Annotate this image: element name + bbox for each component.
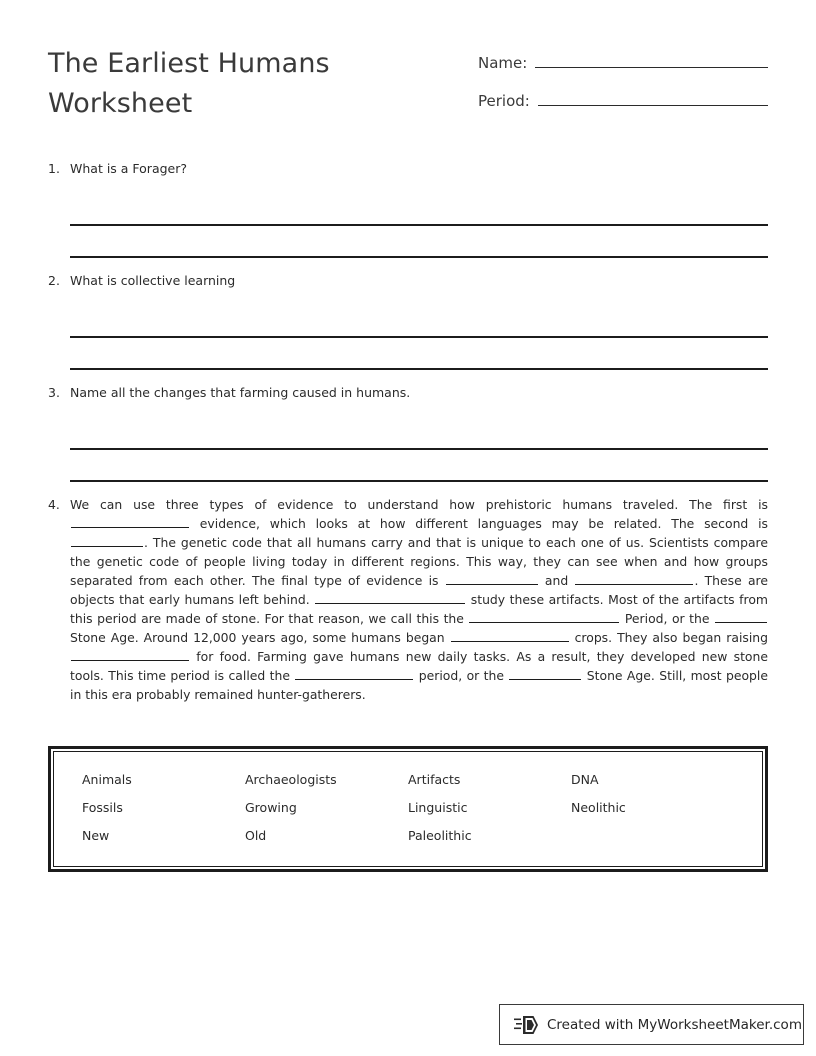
question-2 — [48, 273, 768, 370]
word-bank-item[interactable]: Animals — [82, 772, 132, 787]
word-bank-item[interactable]: Archaeologists — [245, 772, 337, 787]
question-2-text: What is collective learning — [70, 273, 236, 288]
cloze-blank-9[interactable] — [315, 590, 465, 604]
period-field-row — [478, 88, 768, 110]
page-title: The Earliest Humans Worksheet — [48, 48, 330, 119]
question-4-number: 4. — [48, 497, 60, 512]
cloze-blank-5[interactable] — [446, 571, 538, 585]
cloze-text-8: . These are objects that early humans left behind. — [70, 573, 768, 607]
word-bank-grid — [53, 751, 763, 867]
question-3-number: 3. — [48, 385, 60, 400]
answer-line[interactable] — [70, 418, 768, 450]
question-4-text — [70, 495, 768, 704]
created-with-badge[interactable] — [499, 1004, 804, 1045]
question-1-text: What is a Forager? — [70, 161, 187, 176]
name-input-line[interactable] — [535, 50, 768, 68]
cloze-text-12: Period, or the — [620, 611, 714, 626]
cloze-blank-15[interactable] — [451, 628, 569, 642]
worksheet-header — [48, 44, 768, 144]
period-input-line[interactable] — [538, 88, 768, 106]
cloze-text-18: for food. Farming gave humans new daily tasks. As a result, they developed new stone tools. This time period is called the — [70, 649, 768, 683]
cloze-text-6: and — [538, 573, 575, 588]
cloze-blank-1[interactable] — [71, 514, 189, 528]
question-3-heading — [48, 385, 768, 401]
cloze-text-2: evidence, which looks at how different languages may be related. The second is — [190, 516, 768, 531]
word-bank — [48, 746, 768, 872]
cloze-text-14: Stone Age. Around 12,000 years ago, some humans began — [70, 630, 450, 645]
word-bank-row — [82, 766, 734, 794]
cloze-blank-17[interactable] — [71, 647, 189, 661]
question-4-cloze-paragraph — [48, 495, 768, 704]
word-bank-item[interactable]: DNA — [571, 772, 599, 787]
cloze-text-10: study these artifacts. Most of the artifacts from this period are made of stone. For that reason, we call this the — [70, 592, 768, 626]
cloze-blank-7[interactable] — [575, 571, 693, 585]
cloze-text-0: We can use three types of evidence to understand how prehistoric humans traveled. The first is — [70, 497, 768, 512]
word-bank-item[interactable]: Paleolithic — [408, 828, 472, 843]
question-1-answer-area — [70, 194, 768, 258]
question-2-heading — [48, 273, 768, 289]
word-bank-item[interactable]: Linguistic — [408, 800, 468, 815]
word-bank-item[interactable]: Artifacts — [408, 772, 461, 787]
word-bank-item[interactable]: New — [82, 828, 110, 843]
name-label: Name: — [478, 54, 528, 72]
cloze-blank-13[interactable] — [715, 609, 767, 623]
cloze-blank-3[interactable] — [71, 533, 143, 547]
student-info-fields — [478, 50, 768, 126]
cloze-blank-19[interactable] — [295, 666, 413, 680]
name-field-row — [478, 50, 768, 72]
word-bank-item[interactable]: Fossils — [82, 800, 123, 815]
cloze-text-22: Stone Age. Still, most people in this era probably remained hunter-gatherers. — [70, 668, 768, 702]
cloze-blank-11[interactable] — [469, 609, 619, 623]
question-1-number: 1. — [48, 161, 60, 176]
period-label: Period: — [478, 92, 530, 110]
badge-label: Created with MyWorksheetMaker.com — [547, 1016, 802, 1033]
answer-line[interactable] — [70, 194, 768, 226]
answer-line[interactable] — [70, 226, 768, 258]
word-bank-item[interactable]: Old — [245, 828, 267, 843]
pencil-writing-icon — [514, 1014, 540, 1036]
cloze-text-16: crops. They also began raising — [569, 630, 769, 645]
question-1-heading — [48, 161, 768, 177]
question-3-answer-area — [70, 418, 768, 482]
question-1 — [48, 161, 768, 258]
question-3 — [48, 385, 768, 482]
cloze-text-20: period, or the — [414, 668, 509, 683]
word-bank-row — [82, 794, 734, 822]
question-3-text: Name all the changes that farming caused in humans. — [70, 385, 411, 400]
word-bank-item[interactable]: Growing — [245, 800, 297, 815]
question-2-number: 2. — [48, 273, 60, 288]
answer-line[interactable] — [70, 306, 768, 338]
answer-line[interactable] — [70, 338, 768, 370]
cloze-blank-21[interactable] — [509, 666, 581, 680]
cloze-text-4: . The genetic code that all humans carry and that is unique to each one of us. Scientists compare the genetic code of people living today in different regions. This way, they can see when and how groups separated from each other. The final type of evidence is — [70, 535, 768, 588]
question-2-answer-area — [70, 306, 768, 370]
word-bank-row — [82, 822, 734, 850]
answer-line[interactable] — [70, 450, 768, 482]
word-bank-item[interactable]: Neolithic — [571, 800, 626, 815]
word-bank-empty-cell — [571, 822, 734, 850]
